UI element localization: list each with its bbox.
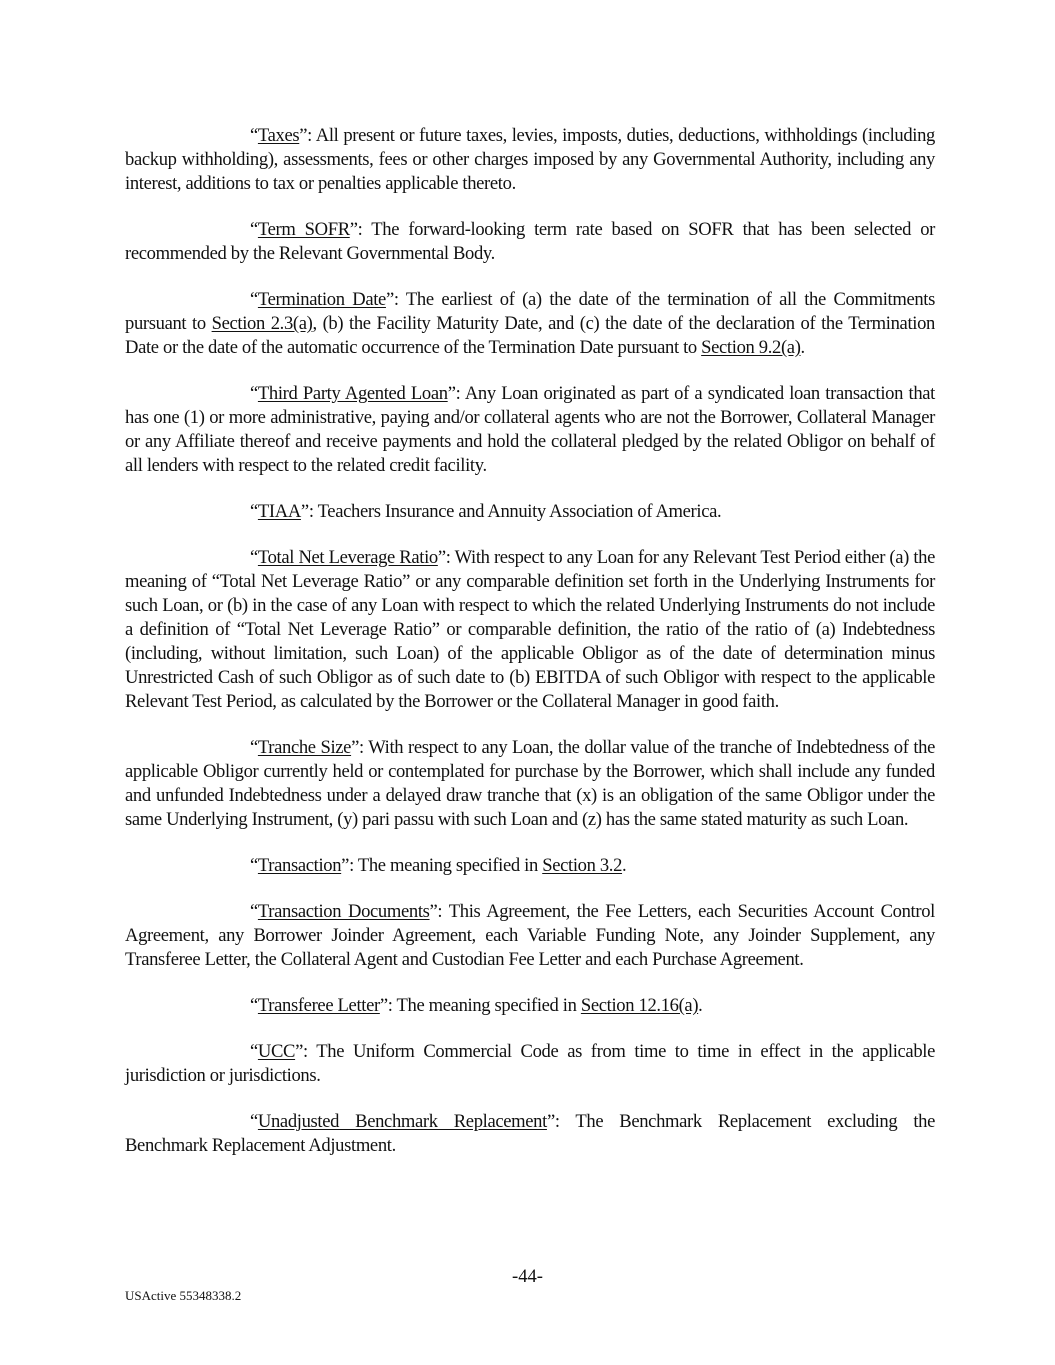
definition-text: ”: Teachers Insurance and Annuity Association of America. [300,501,722,522]
page-number: -44- [512,1266,543,1287]
definition-total-net-leverage-ratio [125,546,935,714]
definition-tranche-size [125,736,935,832]
quote: “ [250,501,258,522]
quote: “ [250,901,258,922]
defined-term: Transaction Documents [257,901,430,922]
definition-text: ”: This Agreement, the Fee Letters, each Securities Account Control Agreement, any Borrower Joinder Agreement, each Variable Funding Note, any Joinder Supplement, any Transferee Letter, the Collateral Agent and Custodian Fee Letter and each Purchase Agreement. [125,901,935,970]
definition-text: ”: The meaning specified in [341,855,543,876]
defined-term: Term SOFR [257,219,350,240]
quote: “ [250,995,258,1016]
quote: “ [250,1111,258,1132]
definition-taxes [125,124,935,196]
quote: “ [250,289,258,310]
definition-text: ”: All present or future taxes, levies, imposts, duties, deductions, withholdings (including backup withholding), assessments, fees or other charges imposed by any Governmental Authority, including any interest, additions to tax or penalties applicable thereto. [125,125,935,194]
section-reference: Section 3.2 [542,855,623,876]
definition-text: . [800,337,805,358]
definition-text: ”: The Uniform Commercial Code as from time to time in effect in the applicable jurisdiction or jurisdictions. [125,1041,935,1086]
definition-third-party-agented-loan [125,382,935,478]
quote: “ [250,125,258,146]
definition-tiaa [125,500,935,524]
definition-text: ”: The forward-looking term rate based on SOFR that has been selected or recommended by the Relevant Governmental Body. [125,219,935,264]
definition-unadjusted-benchmark-replacement [125,1110,935,1158]
quote: “ [250,383,258,404]
defined-term: TIAA [257,501,301,522]
quote: “ [250,219,258,240]
definition-text: ”: Any Loan originated as part of a syndicated loan transaction that has one (1) or more administrative, paying and/or collateral agents who are not the Borrower, Collateral Manager or any Affiliate thereof and receive payments and hold the collateral pledged by the related Obligor on behalf of all lenders with respect to the related credit facility. [125,383,935,476]
definition-text: . [698,995,703,1016]
section-reference: Section 12.16(a) [580,995,699,1016]
definition-text: ”: The earliest of (a) the date of the termination of all the Commitments pursuant to [125,289,935,334]
document-body [125,124,935,1180]
defined-term: Total Net Leverage Ratio [257,547,438,568]
definition-ucc [125,1040,935,1088]
quote: “ [250,547,258,568]
quote: “ [250,1041,258,1062]
defined-term: Tranche Size [257,737,352,758]
section-reference: Section 2.3(a) [211,313,313,334]
definition-transaction [125,854,935,878]
quote: “ [250,737,258,758]
quote: “ [250,855,258,876]
definition-text: ”: With respect to any Loan, the dollar value of the tranche of Indebtedness of the applicable Obligor currently held or contemplated for purchase by the Borrower, which shall include any funded and unfunded Indebtedness under a delayed draw tranche that (x) is an obligation of the same Obligor under the same Underlying Instrument, (y) pari passu with such Loan and (z) has the same stated maturity as such Loan. [125,737,935,830]
defined-term: UCC [257,1041,296,1062]
defined-term: Unadjusted Benchmark Replacement [257,1111,547,1132]
defined-term: Transferee Letter [257,995,380,1016]
section-reference: Section 9.2(a) [701,337,801,358]
definition-transaction-documents [125,900,935,972]
definition-term-sofr [125,218,935,266]
defined-term: Taxes [257,125,300,146]
defined-term: Transaction [257,855,342,876]
definition-text: . [622,855,627,876]
definition-termination-date [125,288,935,360]
defined-term: Third Party Agented Loan [257,383,448,404]
document-id-footer: USActive 55348338.2 [125,1288,242,1303]
definition-text: ”: With respect to any Loan for any Relevant Test Period either (a) the meaning of “Total Net Leverage Ratio” or any comparable definition set forth in the Underlying Instruments for such Loan, or (b) in the case of any Loan with respect to which the related Underlying Instruments do not include a definition of “Total Net Leverage Ratio” or comparable definition, the ratio of the ratio of (a) Indebtedness (including, without limitation, such Loan) of the applicable Obligor as of the date of determination minus Unrestricted Cash of such Obligor as of such date to (b) EBITDA of such Obligor with respect to the applicable Relevant Test Period, as calculated by the Borrower or the Collateral Manager in good faith. [125,547,935,712]
definition-text: , (b) the Facility Maturity Date, and (c) the date of the declaration of the Termination Date or the date of the automatic occurrence of the Termination Date pursuant to [125,313,935,358]
definition-transferee-letter [125,994,935,1018]
definition-text: ”: The meaning specified in [379,995,581,1016]
defined-term: Termination Date [257,289,386,310]
definition-text: ”: The Benchmark Replacement excluding the Benchmark Replacement Adjustment. [125,1111,935,1156]
